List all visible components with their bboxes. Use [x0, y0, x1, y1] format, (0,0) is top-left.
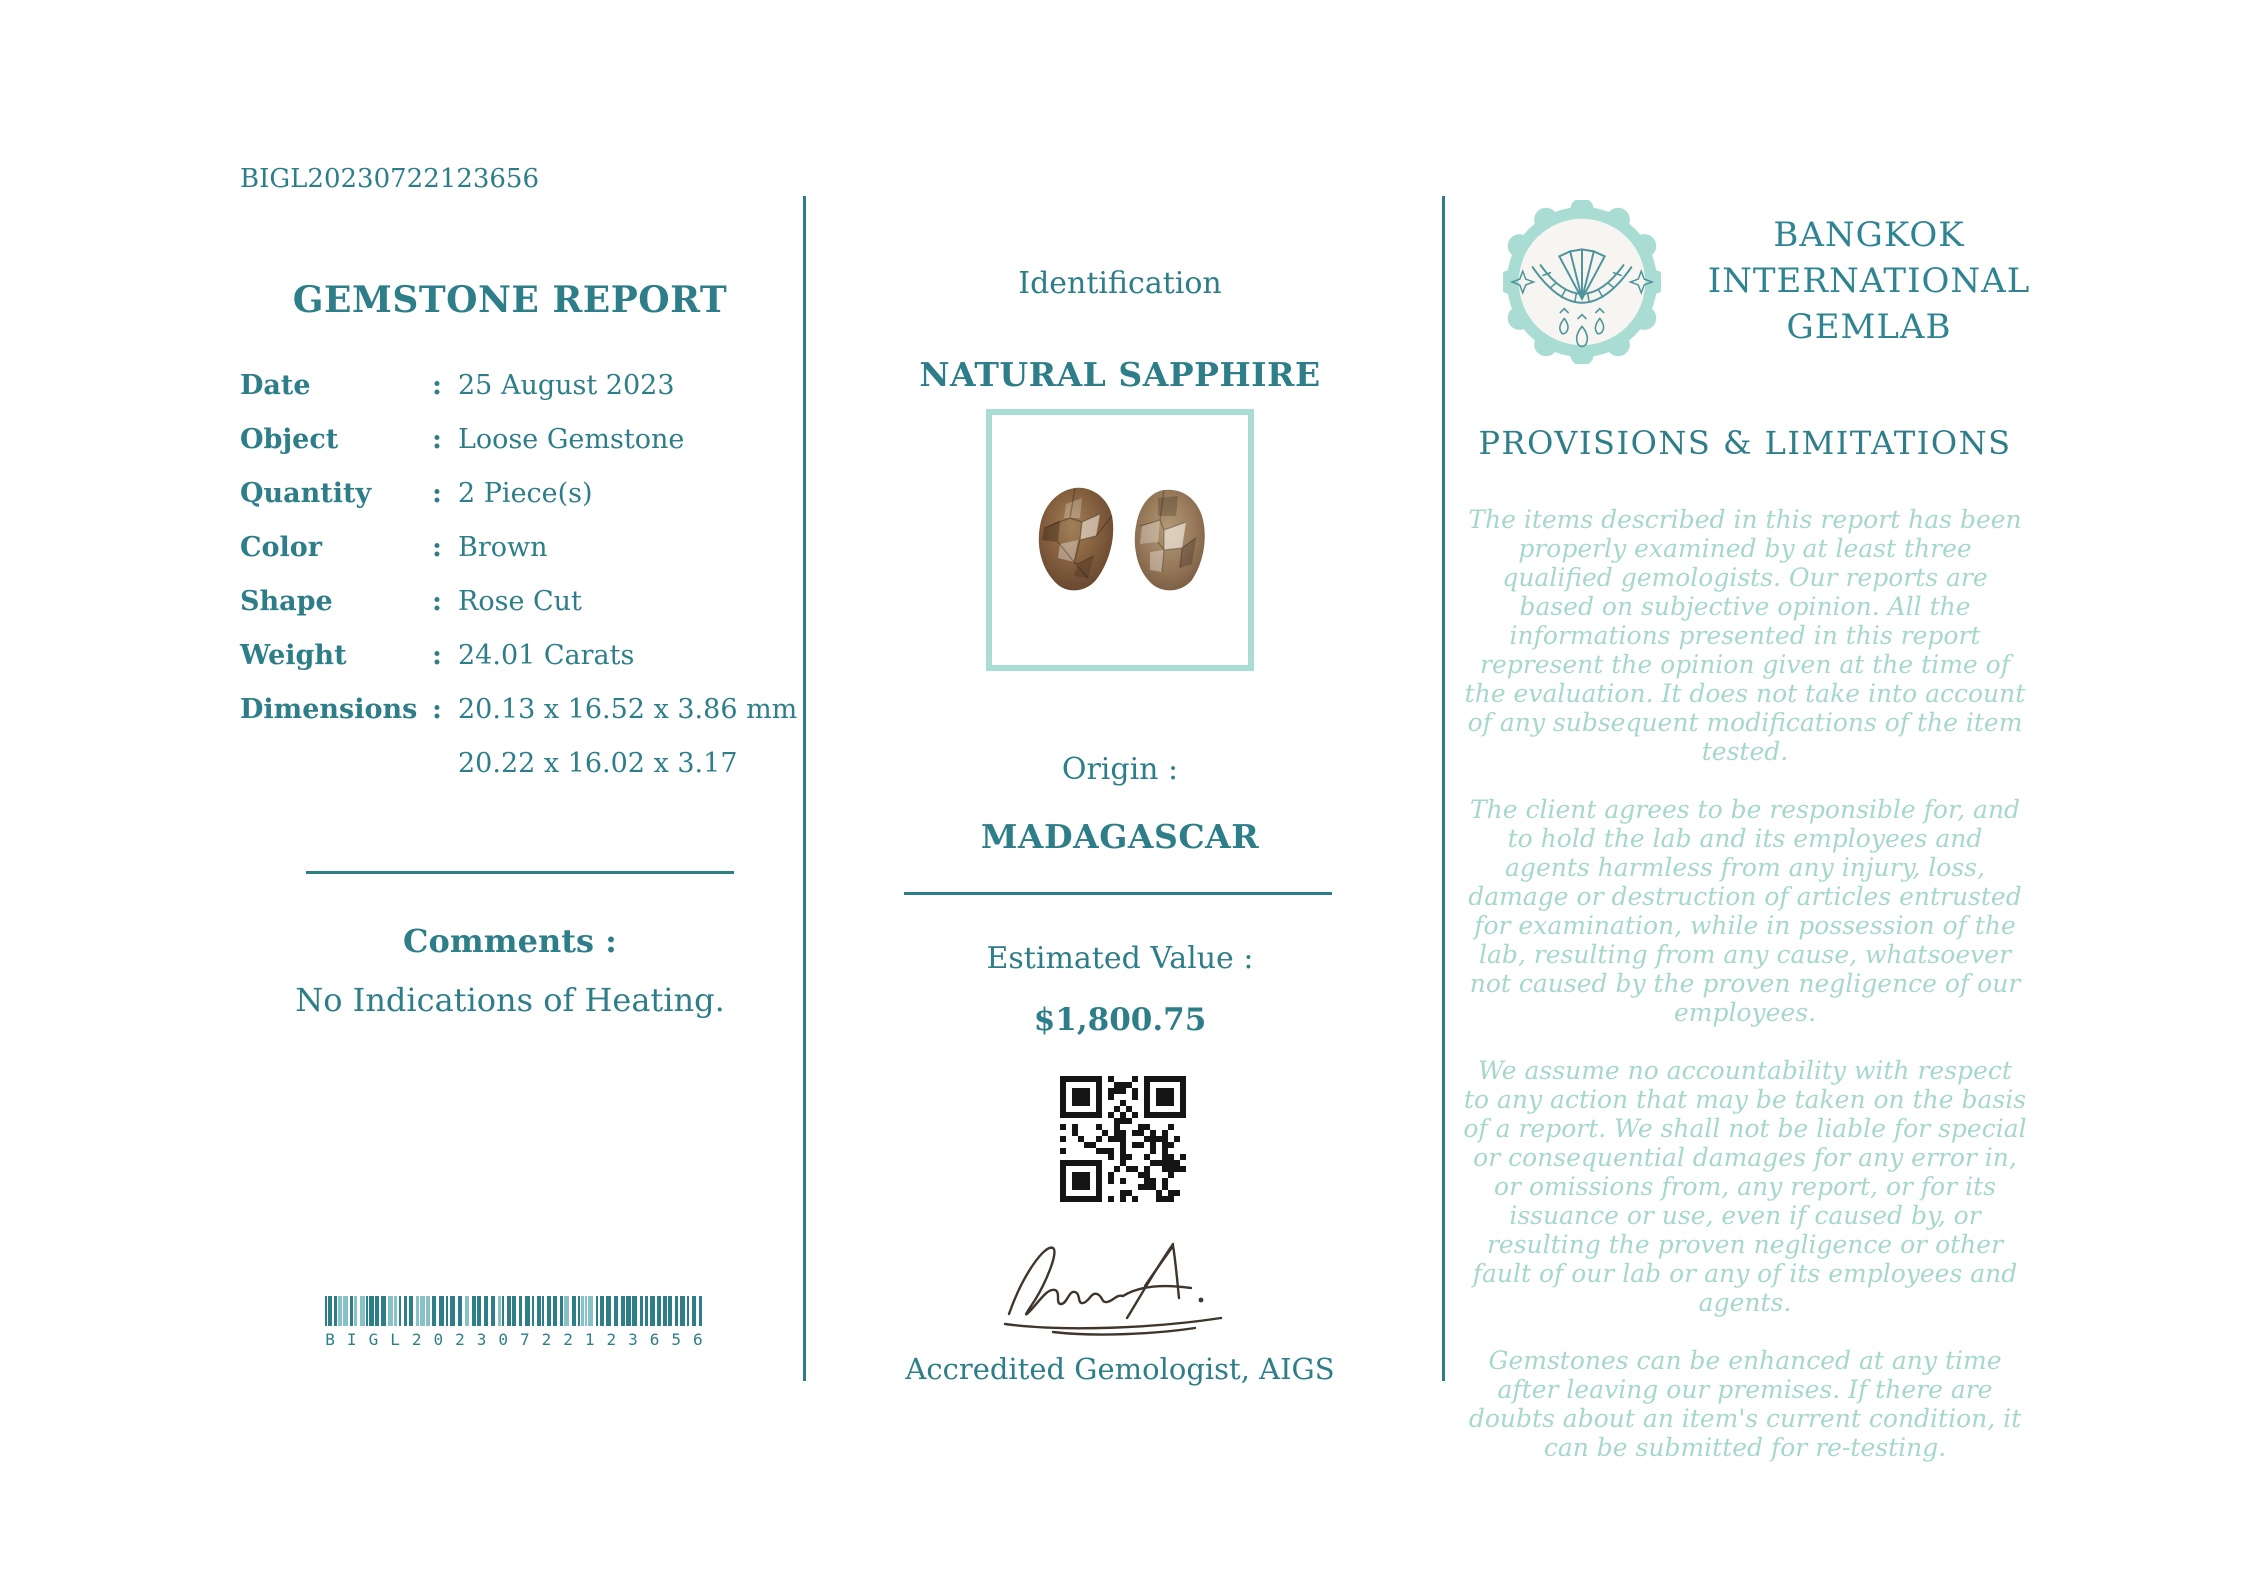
provisions-title: PROVISIONS & LIMITATIONS	[1478, 424, 2012, 462]
lab-name-line-1: BANGKOK	[1773, 215, 1965, 255]
field-colon: :	[432, 532, 442, 563]
field-value: 20.13 x 16.52 x 3.86 mm	[458, 694, 798, 725]
report-number: BIGL20230722123656	[240, 164, 539, 194]
provisions-paragraphs	[1462, 505, 2028, 1491]
lab-name-line-2: INTERNATIONAL	[1707, 261, 2031, 301]
field-colon: :	[432, 478, 442, 509]
field-row-date	[240, 371, 800, 425]
provisions-paragraph-1: The items described in this report has been properly examined by at least three qualified gemologists. Our reports are based on subjective opinion. All the informations presented in this report represent the opinion given at the time of the evaluation. It does not take into account of any subsequent modifications of the item tested.	[1464, 505, 2026, 766]
estimated-value-amount: $1,800.75	[1033, 1002, 1207, 1038]
field-value: Loose Gemstone	[458, 424, 685, 455]
field-colon-empty	[432, 749, 458, 803]
field-label: Color	[240, 532, 322, 563]
column-divider-right	[1442, 196, 1445, 1381]
field-value: 20.22 x 16.02 x 3.17	[458, 748, 738, 779]
gem-photo-frame	[986, 409, 1254, 671]
field-colon: :	[432, 586, 442, 617]
field-colon: :	[432, 694, 442, 725]
field-label: Quantity	[240, 478, 372, 509]
field-value: 24.01 Carats	[458, 640, 635, 671]
field-colon: :	[432, 424, 442, 455]
field-label: Weight	[240, 640, 347, 671]
field-colon: :	[432, 640, 442, 671]
comments-text: No Indications of Heating.	[295, 981, 725, 1019]
provisions-paragraph-2: The client agrees to be responsible for, and to hold the lab and its employees and agents harmless from any injury, loss, damage or destruction of articles entrusted for examination, while in possession of the lab, resulting from any cause, whatsoever not caused by the proven negligence of our employees.	[1468, 795, 2022, 1027]
provisions-paragraph-4: Gemstones can be enhanced at any time after leaving our premises. If there are doubts about an item's current condition, it can be submitted for re-testing.	[1468, 1346, 2022, 1462]
field-label: Object	[240, 424, 339, 455]
origin-value-divider-line	[904, 892, 1332, 895]
origin-label: Origin :	[1061, 752, 1179, 787]
provisions-paragraph-3: We assume no accountability with respect to any action that may be taken on the basis of a report. We shall not be liable for special or consequential damages for any error in, or omissions from, any report, or for its issuance or use, even if caused by, or resulting the proven negligence or other fault of our lab or any of its employees and agents.	[1463, 1056, 2027, 1317]
field-value: 25 August 2023	[458, 370, 675, 401]
field-row-dimensions-2	[240, 749, 800, 803]
barcode	[325, 1296, 717, 1326]
gem-photo-right	[1124, 486, 1210, 594]
gem-photo-left	[1030, 484, 1120, 596]
gemologist-title: Accredited Gemologist, AIGS	[905, 1352, 1335, 1386]
comments-divider-line	[306, 871, 734, 874]
field-value: 2 Piece(s)	[458, 478, 593, 509]
origin-value: MADAGASCAR	[980, 817, 1260, 856]
field-label: Dimensions	[240, 694, 418, 725]
field-label-empty	[240, 749, 432, 803]
lab-logo-badge-icon	[1503, 200, 1661, 364]
field-row-quantity	[240, 479, 800, 533]
field-label: Shape	[240, 586, 333, 617]
report-fields-table	[240, 371, 800, 803]
barcode-text: BIGL20230722123656	[325, 1330, 715, 1349]
lab-name-line-3: GEMLAB	[1786, 307, 1952, 347]
lab-name	[1668, 212, 2070, 350]
field-value: Rose Cut	[458, 586, 582, 617]
column-divider-left	[803, 196, 806, 1381]
field-row-object	[240, 425, 800, 479]
gemologist-signature	[995, 1226, 1247, 1338]
estimated-value-label: Estimated Value :	[986, 941, 1254, 976]
comments-label: Comments :	[403, 922, 617, 960]
field-row-color	[240, 533, 800, 587]
field-row-shape	[240, 587, 800, 641]
field-value: Brown	[458, 532, 548, 563]
report-title: GEMSTONE REPORT	[292, 279, 728, 321]
field-label: Date	[240, 370, 311, 401]
identification-section-label: Identification	[1018, 266, 1222, 301]
field-row-dimensions	[240, 695, 800, 749]
qr-code	[1056, 1072, 1190, 1206]
field-colon: :	[432, 370, 442, 401]
identification-result: NATURAL SAPPHIRE	[919, 355, 1321, 394]
field-row-weight	[240, 641, 800, 695]
